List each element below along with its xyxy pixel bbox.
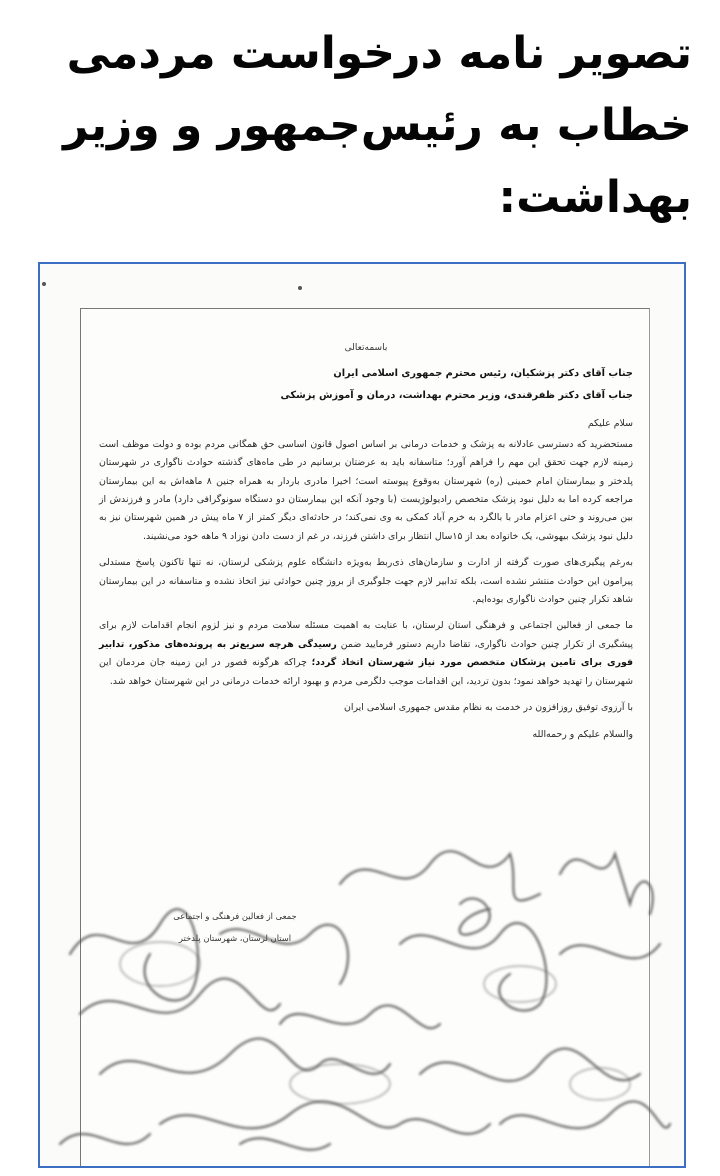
letter-body <box>99 339 633 744</box>
headline-line-1: تصویر نامه درخواست مردمی <box>66 28 692 79</box>
recipient-health-minister: جناب آقای دکتر ظفرقندی، وزیر محترم بهداشت، درمان و آموزش پزشکی <box>280 390 633 402</box>
letter-paragraph-3 <box>99 617 633 691</box>
recipient-president: جناب آقای دکتر پزشکیان، رئیس محترم جمهوری اسلامی ایران <box>333 368 633 380</box>
signature-scribble <box>60 1134 150 1144</box>
scan-speck <box>42 282 46 286</box>
signature-scribble <box>340 851 540 900</box>
letter-invocation: باسمه‌تعالی <box>344 343 388 353</box>
letter-image-frame <box>38 262 686 1168</box>
signature-scribble <box>80 979 280 1014</box>
blurred-signatures <box>40 824 686 1168</box>
signature-scribble <box>70 909 198 1000</box>
headline <box>20 18 692 234</box>
closing-wish: با آرزوی توفیق روزافزون در خدمت به نظام مقدس جمهوری اسلامی ایران <box>344 702 633 714</box>
scan-speck <box>298 286 302 290</box>
paragraph-3-demand: رسیدگی هرچه سریع‌تر به پرونده‌های مذکور، تدابیر فوری برای تامین پزشکان متخصص مورد نیاز شهرستان اتخاذ گردد؛ <box>99 638 633 669</box>
signature-scribble <box>160 1101 490 1133</box>
letter-paragraph-1: مستحضرید که دسترسی عادلانه به پزشک و خدمات درمانی بر اساس اصول قانون اساسی حق همگانی مردم بوده و دولت موظف است زمینه لازم جهت تحقق این مهم را فراهم آورد؛ متاسفانه باید به عرضتان برسانیم در طی ماه‌های گذشته حوادث ناگواری در شهرستان پلدختر و بیمارستان امام خمینی (ره) شهرستان به‌وقوع پیوسته است؛ اخیرا مادری باردار به همراه جنین ۸ ماهه‌اش به این بیمارستان مراجعه کرده اما به دلیل نبود پزشک متخصص رادیولوژیست (با وجود آنکه این بیمارستان دو دستگاه سونوگرافی دارد) مادر و فرزندش از بین می‌روند و حتی اعزام مادر با بالگرد به خرم آباد کمکی به وی نمی‌کند؛ در حادثه‌ای دیگر کمتر از ۷ ماه پیش در همین شهرستان نیز به دلیل نبود پزشک بیهوشی، یک خانواده بعد از ۱۵سال انتظار برای داشتن فرزند، در غم از دست دادن نوزاد ۹ ماهه خود می‌نشیند. <box>99 438 634 542</box>
signature-scribble <box>560 944 660 958</box>
signatory-line-1: جمعی از فعالین فرهنگی و اجتماعی <box>173 911 297 921</box>
signature-scribble <box>100 1039 390 1074</box>
signature-scribble <box>460 898 490 934</box>
signatory-line-2: استان لرستان، شهرستان پلدختر <box>178 933 292 943</box>
paragraph-3-end: چراکه هرگونه قصور در این زمینه جان مردمان این شهرستان را تهدید خواهد نمود؛ بدون تردید، این اقدامات موجب دلگرمی مردم و بهبود ارائه خدمات درمانی در این شهرستان خواهد شد. <box>99 657 633 687</box>
headline-line-3: بهداشت: <box>498 172 692 223</box>
headline-line-2: خطاب به رئیس‌جمهور و وزیر <box>63 100 692 151</box>
signature-scribble <box>500 1101 670 1128</box>
signature-scribble <box>560 854 653 914</box>
signature-scribble <box>280 1005 440 1028</box>
signature-scribble <box>240 1138 330 1150</box>
letter-paragraph-2: به‌رغم پیگیری‌های صورت گرفته از ادارت و سازمان‌های ذی‌ربط به‌ویژه دانشگاه علوم پزشکی لرستان، نه تنها تاکنون پاسخ مستدلی پیرامون این حوادث منتشر نشده است، بلکه تدابیر لازم جهت جلوگیری از بروز چنین حوادثی نیز اتخاذ نشده و متاسفانه در این بیمارستان شاهد تکرار چنین حوادث ناگواری بوده‌ایم. <box>99 557 633 606</box>
signature-scribble <box>420 1049 640 1081</box>
letter-greeting: سلام علیکم <box>587 418 633 430</box>
paragraph-3-start: ما جمعی از فعالین اجتماعی و فرهنگی استان لرستان، با عنایت به اهمیت مسئله سلامت مردم و نیز لزوم انجام اقدامات لازم برای پیشگیری از تکرار چنین حوادث ناگواری، تقاضا داریم دستور فرمایید ضمن <box>99 620 633 650</box>
closing-salute: والسلام علیکم و رحمه‌الله <box>532 728 633 740</box>
signature-scribble <box>220 925 348 984</box>
